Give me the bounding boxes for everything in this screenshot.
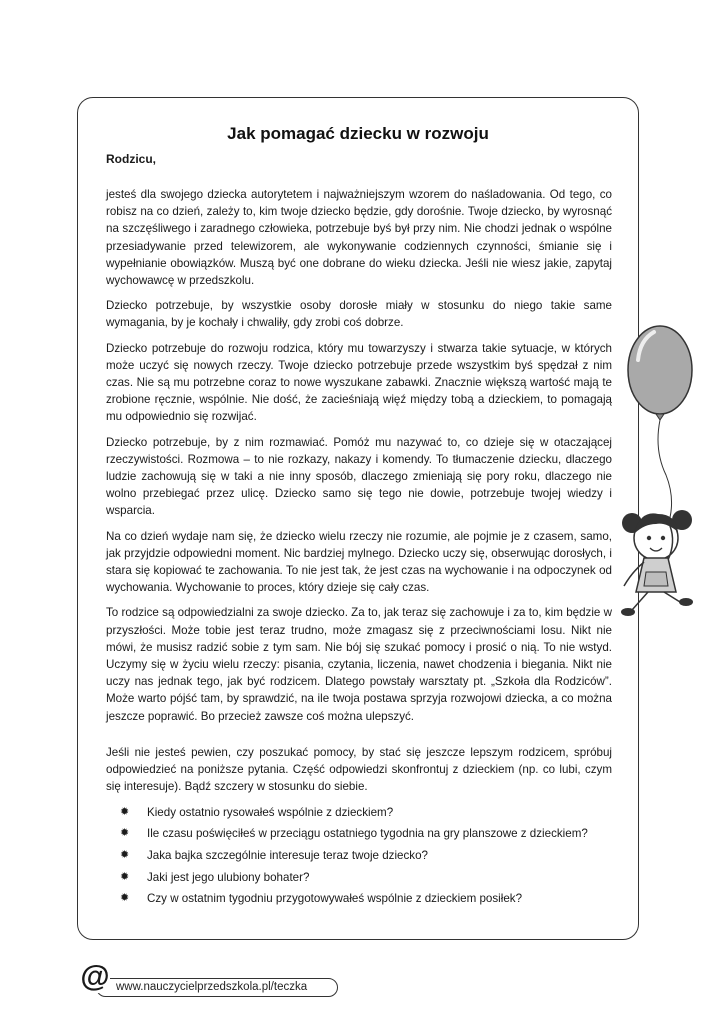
question-text: Czy w ostatnim tygodniu przygotowywałeś wspólnie z dzieckiem posiłek? [147, 892, 523, 906]
page-title: Jak pomagać dziecku w rozwoju [227, 124, 489, 143]
question-text: Kiedy ostatnio rysowałeś wspólnie z dzieckiem? [147, 805, 394, 819]
closing-section [106, 744, 612, 912]
body-text [106, 186, 612, 733]
list-item [120, 847, 612, 864]
list-item [120, 869, 612, 886]
question-list [106, 804, 612, 908]
question-text: Ile czasu poświęciłeś w przeciągu ostatniego tygodnia na gry planszowe z dzieckiem? [147, 827, 588, 841]
greeting: Rodzicu, [106, 152, 156, 166]
paragraph: Dziecko potrzebuje do rozwoju rodzica, który mu towarzyszy i stwarza takie sytuacje, w których może uczyć się nowych rzeczy. Twoje dziecko potrzebuje przede wszystkim byś spędzał z nim czas. Nie są mu potrzebne coraz to nowe wyszukane zabawki. Znacznie większą wartość mają te zrobione ręcznie, wspólnie. Nie dość, że zacieśniają więź między tobą a dzieckiem, to pomagają mu odpowiednio się rozwijać. [106, 341, 612, 424]
paragraph: Dziecko potrzebuje, by wszystkie osoby dorosłe miały w stosunku do niego takie same wymagania, by je kochały i chwaliły, gdy zrobi coś dobrze. [106, 299, 612, 330]
bullet-star-icon: ✹ [120, 805, 130, 818]
paragraph: To rodzice są odpowiedzialni za swoje dziecko. Za to, jak teraz się zachowuje i za to, kim będzie w przyszłości. Może tobie jest teraz trudno, może zmagasz się z przeciwnościami losu. Nikt nie mówi, że musisz radzić sobie z tym sam. Nie bój się szukać pomocy i prosić o nią. To nie wstyd. Uczymy się w życiu wielu rzeczy: pisania, czytania, liczenia, nawet chodzenia i biegania. Nikt nie uczy nas jednak tego, jak być rodzicem. Dlatego powstały warsztaty pt. „Szkoła dla Rodziców”. Może warto pójść tam, by sprawdzić, na ile twoja postawa sprzyja rozwojowi dziecka, a co można jeszcze poprawić. Bo przecież zawsze coś można ulepszyć. [106, 606, 612, 723]
at-sign-icon: @ [80, 960, 110, 993]
girl-with-balloon-icon [610, 310, 720, 630]
paragraph: jesteś dla swojego dziecka autorytetem i najważniejszym wzorem do naśladowania. Od tego, co robisz na co dzień, zależy to, kim twoje dziecko będzie, gdy dorośnie. Twoje dziecko, by wyrosnąć na szczęśliwego i zaradnego człowieka, potrzebuje byś był przy nim. Nie chodzi jednak o wspólne przesiadywanie przed telewizorem, ale wykonywanie codziennych czynności, śmianie się i wypełnianie obowiązków. Muszą być one dobrane do wieku dziecka. Jeśli nie wiesz jakie, zapytaj wychowawcę w przedszkolu. [106, 188, 612, 288]
question-text: Jaka bajka szczególnie interesuje teraz twoje dziecko? [147, 849, 428, 863]
bullet-star-icon: ✹ [120, 827, 130, 840]
bullet-star-icon: ✹ [120, 892, 130, 905]
closing-paragraph: Jeśli nie jesteś pewien, czy poszukać pomocy, by stać się jeszcze lepszym rodzicem, spróbuj odpowiedzieć na poniższe pytania. Część odpowiedzi skonfrontuj z dzieckiem (np. co lubi, czym się interesuje). Bądź szczery w stosunku do siebie. [106, 746, 612, 794]
footer-url-link[interactable]: www.nauczycielprzedszkola.pl/teczka [116, 981, 308, 993]
paragraph: Dziecko potrzebuje, by z nim rozmawiać. Pomóż mu nazywać to, co dzieje się w otaczającej rzeczywistości. Rozmowa – to nie rozkazy, nakazy i komendy. To tłumaczenie dziecku, dlaczego ludzie zachowują się w taki a nie inny sposób, dlaczego zmieniają się pory roku, dlaczego nie wolno przebiegać przez ulicę. Dziecko samo się tego nie dowie, potrzebuje twojej wiedzy i wsparcia. [106, 435, 612, 518]
list-item [120, 825, 612, 842]
bullet-star-icon: ✹ [120, 870, 130, 883]
list-item [120, 804, 612, 821]
bullet-star-icon: ✹ [120, 849, 130, 862]
question-text: Jaki jest jego ulubiony bohater? [147, 870, 310, 884]
paragraph: Na co dzień wydaje nam się, że dziecko wielu rzeczy nie rozumie, ale pojmie je z czasem, samo, jak przyjdzie odpowiedni moment. Nic bardziej mylnego. Dziecko uczy się, obserwując dorosłych, i stara się kopiować te zachowania. To nie jest tak, że jest czas na wychowanie i na odpoczynek od wychowania. Wychowanie to proces, który dzieje się cały czas. [106, 529, 612, 595]
list-item [120, 890, 612, 907]
